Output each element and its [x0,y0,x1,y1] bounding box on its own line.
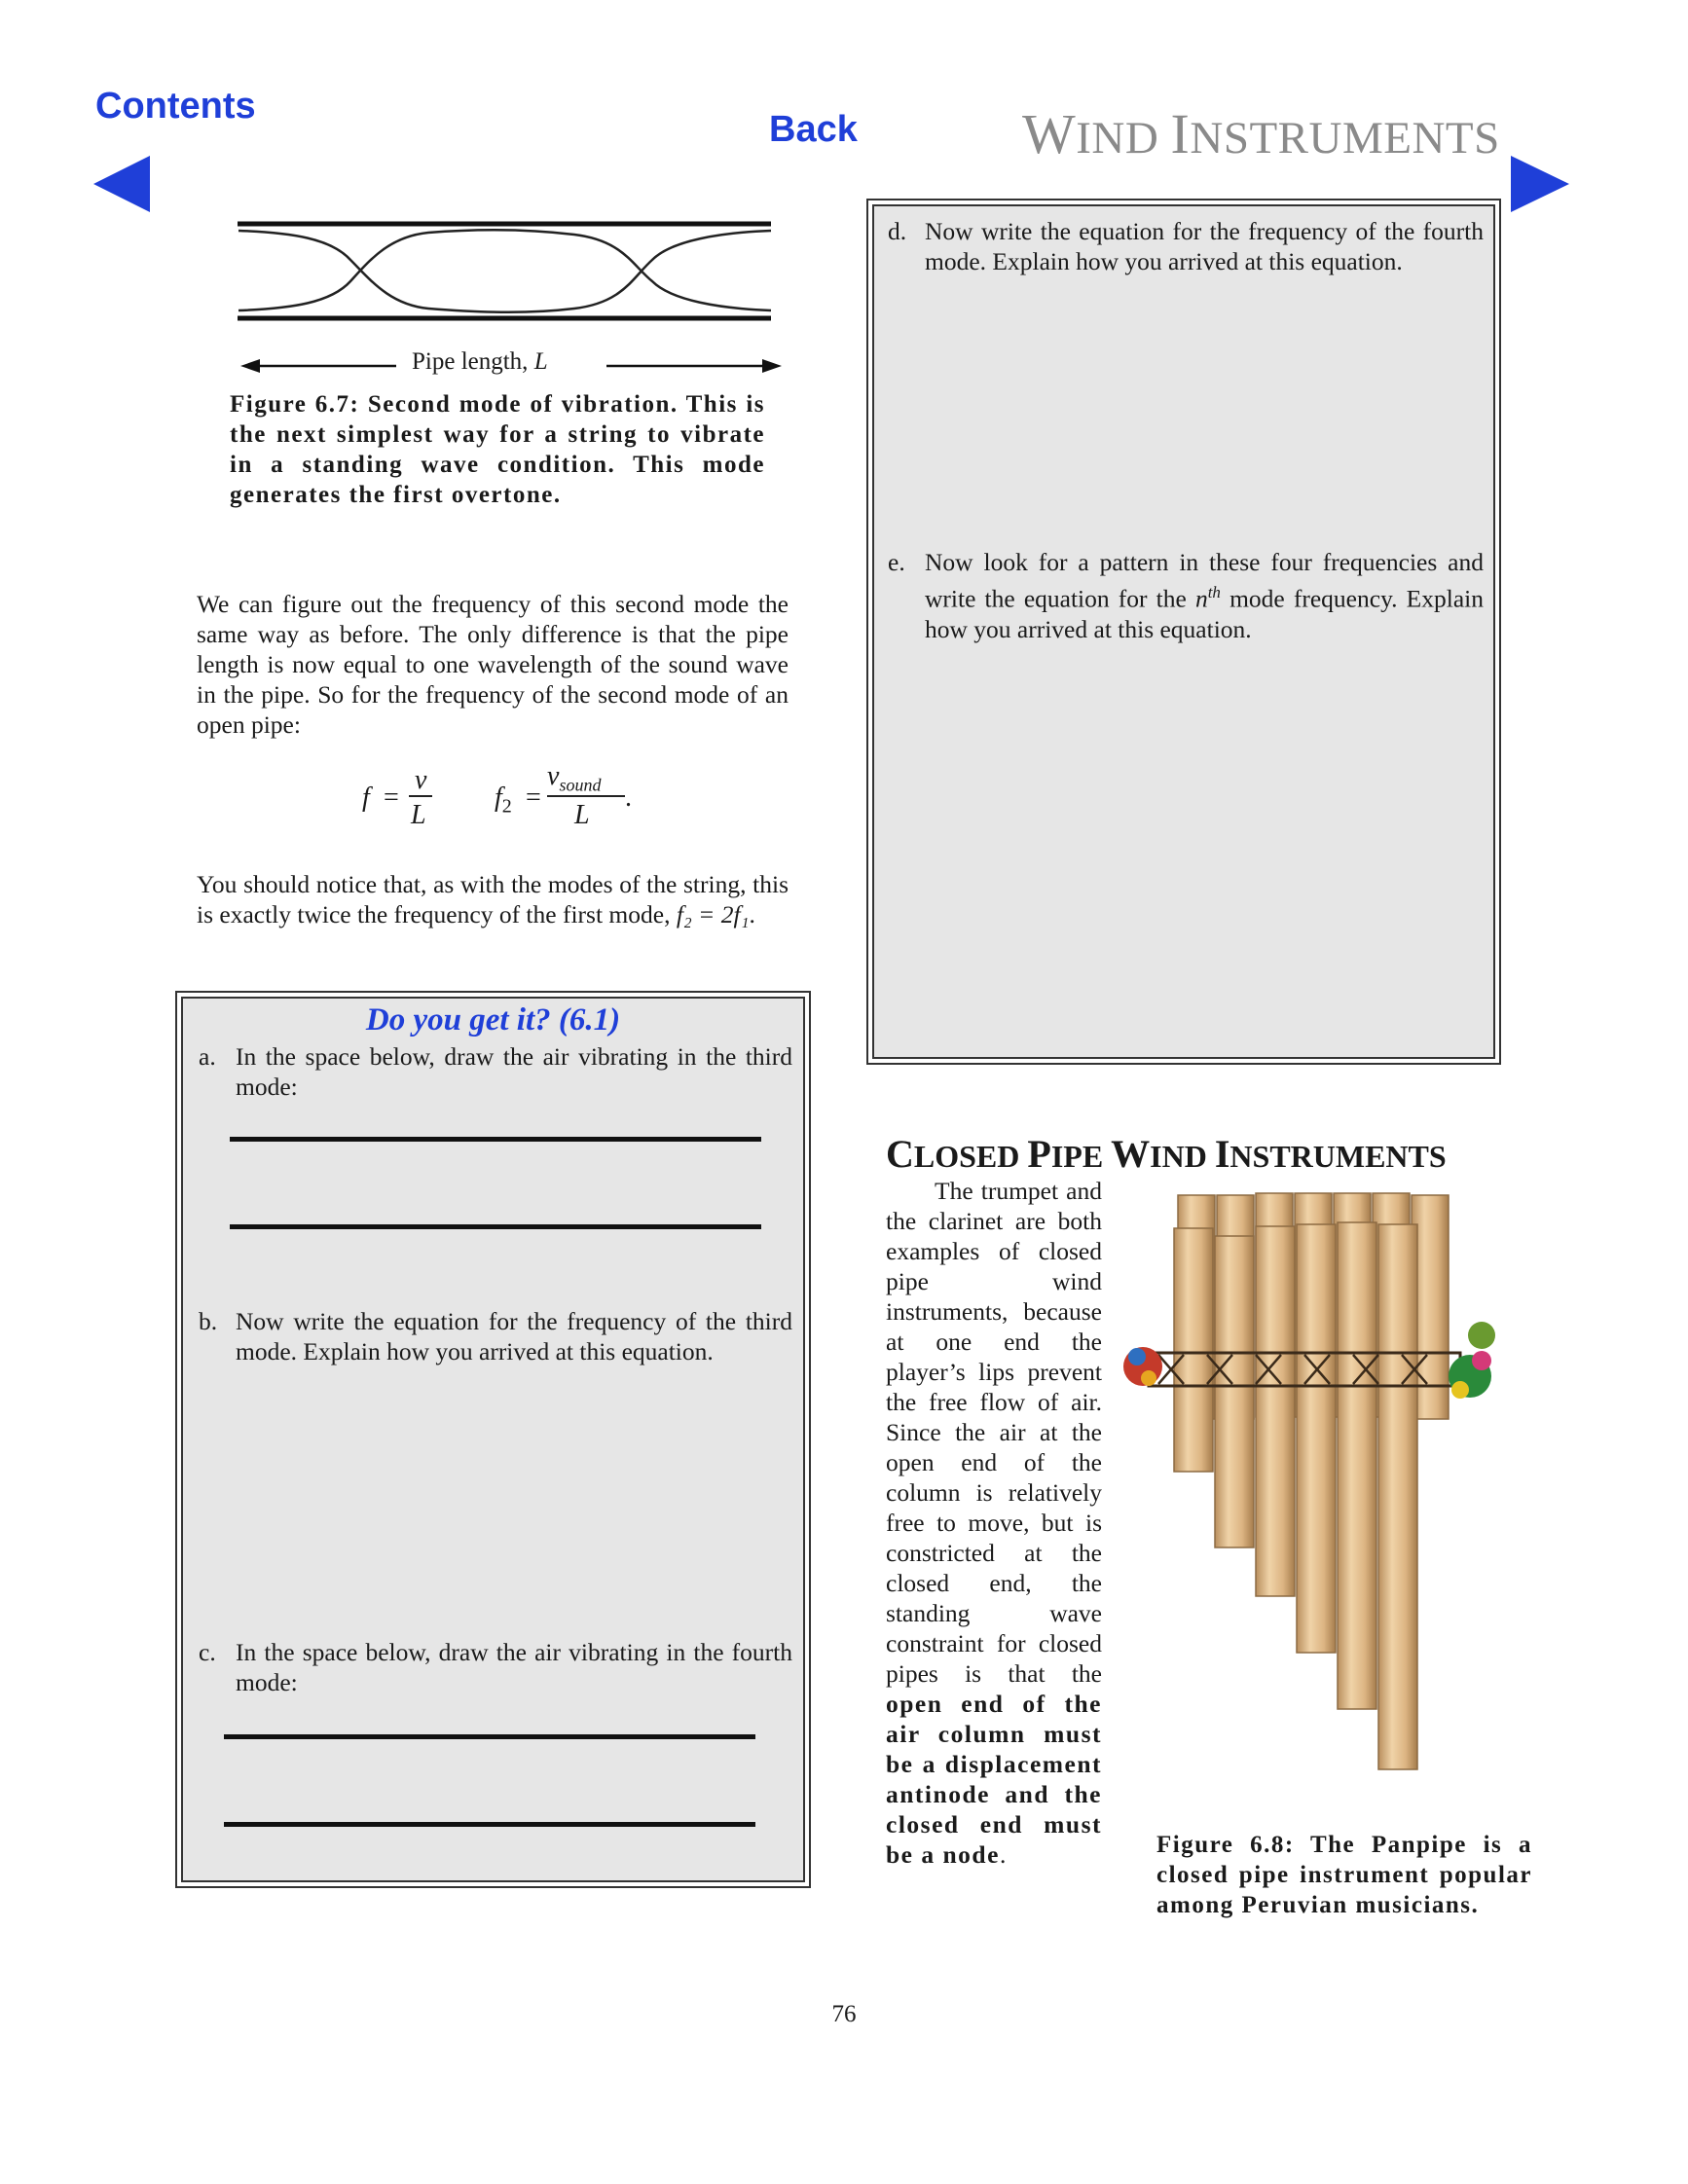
running-title: WIND INSTRUMENTS [1022,102,1500,165]
pipe-length-indicator [239,348,784,382]
inline-equation-f2-2f1: f₂ = 2f₁ [676,900,750,928]
paragraph-second-mode: We can figure out the frequency of this second mode the same way as before. The only difference is that the pipe length is now equal to one wavelength of the sound wave in the pipe. So for the frequency of the second mode of an open pipe: [197,590,789,739]
question-b: b. Now write the equation for the frequency of the third mode. Explain how you arrived at this equation. [199,1307,792,1365]
drawing-pipe-wall-bottom-a [230,1224,761,1229]
left-arrow-icon[interactable] [93,156,152,212]
answer-space-e[interactable] [913,654,1458,1043]
back-link[interactable]: Back [769,109,858,150]
figure-6-8-caption: Figure 6.8: The Panpipe is a closed pipe instrument popular among Peruvian musicians. [1156,1832,1532,1918]
question-c: c. In the space below, draw the air vibrating in the fourth mode: [199,1638,792,1696]
paragraph-closed-pipe: The trumpet and the clarinet are both examples of closed pipe wind instruments, because at one end the player’s lips prevent the free flow of air. Since the air at the open end of the column is relatively free to move, but is constricted at the closed end, the standing wave constraint for closed pipes is that the open end of the air column must be a displacement antinode and the closed end must be a node. [886,1177,1102,1869]
answer-space-a[interactable] [222,1154,767,1213]
figure-6-7-caption: Figure 6.7: Second mode of vibration. This is the next simplest way for a string to vibrate in a standing wave condition. This mode generates the first overtone. [230,391,765,508]
right-arrow-icon[interactable] [1511,156,1569,212]
contents-link[interactable]: Contents [95,86,256,127]
box-title: Do you get it? (6.1) [365,1002,621,1037]
answer-space-b[interactable] [222,1407,767,1621]
drawing-pipe-wall-top-a [230,1137,761,1142]
drawing-pipe-wall-bottom-c [224,1822,755,1827]
panpipe-image [1119,1189,1567,1812]
figure-6-7-pipe-diagram [234,219,779,326]
questions-d-e-box [866,199,1501,1065]
question-a: a. In the space below, draw the air vibrating in the third mode: [199,1042,792,1101]
equation-f2: f = v L $f_2$ = $v_{sound}$ L . [362,761,632,830]
pipe-length-label: Pipe length, L [412,348,548,375]
paragraph-twice-frequency: You should notice that, as with the modes of the string, this is exactly twice the frequency of the first mode, f₂ = 2f₁. [197,870,789,928]
question-e: e. Now look for a pattern in these four frequencies and write the equation for the $n^{th}$ mode frequency. Explain how you arrived at this equation. [888,548,1484,643]
answer-space-d[interactable] [913,323,1458,537]
page-number: 76 [831,2001,857,2027]
question-d: d. Now write the equation for the frequency of the fourth mode. Explain how you arrived at this equation. [888,217,1484,275]
section-heading-closed-pipe: CLOSED PIPE WIND INSTRUMENTS [886,1132,1447,1176]
do-you-get-it-box [175,991,811,1888]
drawing-pipe-wall-top-c [224,1734,755,1739]
answer-space-c[interactable] [222,1752,767,1810]
